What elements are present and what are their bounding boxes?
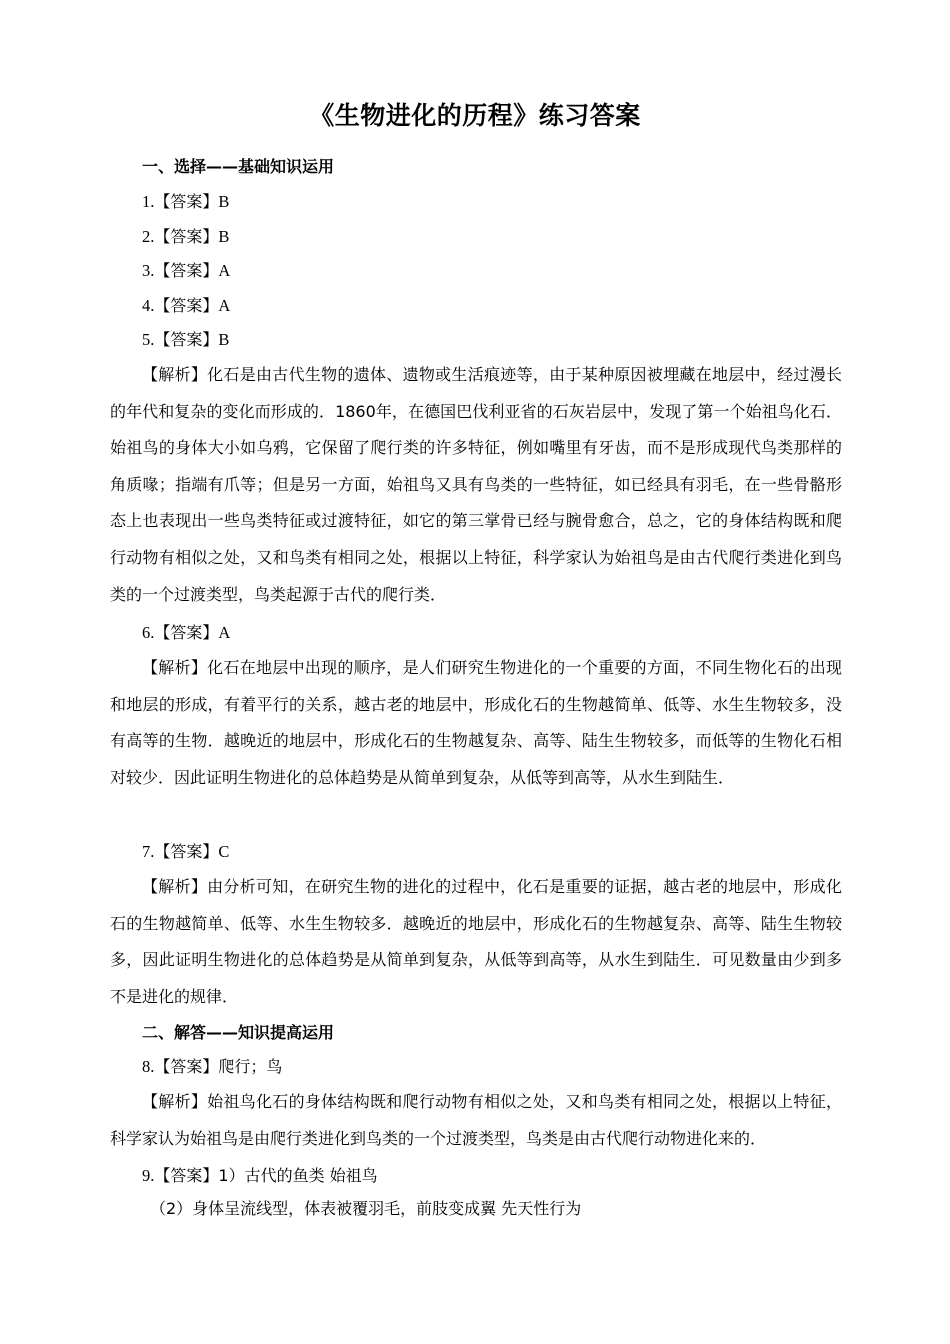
answer-1: [142, 191, 229, 213]
answer-6: [142, 622, 230, 644]
section-heading-choice: 一、选择——基础知识运用: [142, 157, 335, 176]
answer-value: A: [218, 261, 231, 280]
answer-value: A: [218, 623, 231, 642]
answer-9-part-2: （2）身体呈流线型，体表被覆羽毛，前肢变成翼 先天性行为: [150, 1199, 582, 1218]
answer-number: 5.: [142, 330, 155, 349]
answer-label: 【答案】: [154, 192, 219, 211]
analysis-7: 【解析】由分析可知，在研究生物的进化的过程中，化石是重要的证据，越古老的地层中，形成化石的生物越简单、低等、水生生物较多．越晚近的地层中，形成化石的生物越复杂、高等、陆生生物较多，因此证明生物进化的总体趋势是从简单到复杂，从低等到高等，从水生到陆生．可见数量由少到多不是进化的规律．: [110, 877, 842, 1006]
answer-number: 2.: [142, 227, 155, 246]
analysis-5: 【解析】化石是由古代生物的遗体、遗物或生活痕迹等，由于某种原因被埋藏在地层中，经过漫长的年代和复杂的变化而形成的．1860年，在德国巴伐利亚省的石灰岩层中，发现了第一个始祖鸟化石．始祖鸟的身体大小如乌鸦，它保留了爬行类的许多特征，例如嘴里有牙齿，而不是形成现代鸟类那样的角质喙；指端有爪等；但是另一方面，始祖鸟又具有鸟类的一些特征，如已经具有羽毛，在一些骨骼形态上也表现出一些鸟类特征或过渡特征，如它的第三掌骨已经与腕骨愈合，总之，它的身体结构既和爬行动物有相似之处，又和鸟类有相同之处，根据以上特征，科学家认为始祖鸟是由古代爬行类进化到鸟类的一个过渡类型，鸟类起源于古代的爬行类．: [110, 365, 842, 604]
answer-value: A: [218, 296, 231, 315]
answer-label: 【答案】: [154, 623, 219, 642]
answer-value: B: [218, 227, 230, 246]
answer-label: 【答案】: [154, 330, 219, 349]
section-heading-answer: 二、解答——知识提高运用: [142, 1023, 335, 1042]
answer-value: 爬行；鸟: [218, 1057, 283, 1076]
answer-label: 【答案】: [154, 296, 219, 315]
answer-2: [142, 226, 229, 248]
answer-3: [142, 260, 230, 282]
answer-number: 8.: [142, 1057, 155, 1076]
answer-number: 9.: [142, 1166, 155, 1185]
answer-4: [142, 295, 230, 317]
answer-label: 【答案】: [154, 842, 219, 861]
answer-number: 6.: [142, 623, 155, 642]
answer-7: [142, 841, 229, 863]
answer-label: 【答案】: [154, 261, 219, 280]
answer-label: 【答案】: [154, 1166, 219, 1185]
answer-label: 【答案】: [154, 227, 219, 246]
answer-number: 4.: [142, 296, 155, 315]
answer-value: B: [218, 330, 230, 349]
answer-number: 3.: [142, 261, 155, 280]
analysis-6: 【解析】化石在地层中出现的顺序，是人们研究生物进化的一个重要的方面，不同生物化石的出现和地层的形成，有着平行的关系，越古老的地层中，形成化石的生物越简单、低等、水生生物较多，没有高等的生物．越晚近的地层中，形成化石的生物越复杂、高等、陆生生物较多，而低等的生物化石相对较少．因此证明生物进化的总体趋势是从简单到复杂，从低等到高等，从水生到陆生．: [110, 658, 842, 787]
answer-5: [142, 329, 229, 351]
answer-number: 1.: [142, 192, 155, 211]
answer-label: 【答案】: [154, 1057, 219, 1076]
analysis-8: 【解析】始祖鸟化石的身体结构既和爬行动物有相似之处，又和鸟类有相同之处，根据以上特征，科学家认为始祖鸟是由爬行类进化到鸟类的一个过渡类型，鸟类是由古代爬行动物进化来的．: [110, 1092, 842, 1148]
document-title: 《生物进化的历程》练习答案: [309, 101, 641, 130]
answer-number: 7.: [142, 842, 155, 861]
answer-value: C: [218, 842, 230, 861]
answer-9: [142, 1165, 378, 1187]
answer-value: B: [218, 192, 230, 211]
answer-value: 1）古代的鱼类 始祖鸟: [218, 1166, 378, 1185]
answer-8: [142, 1056, 282, 1078]
